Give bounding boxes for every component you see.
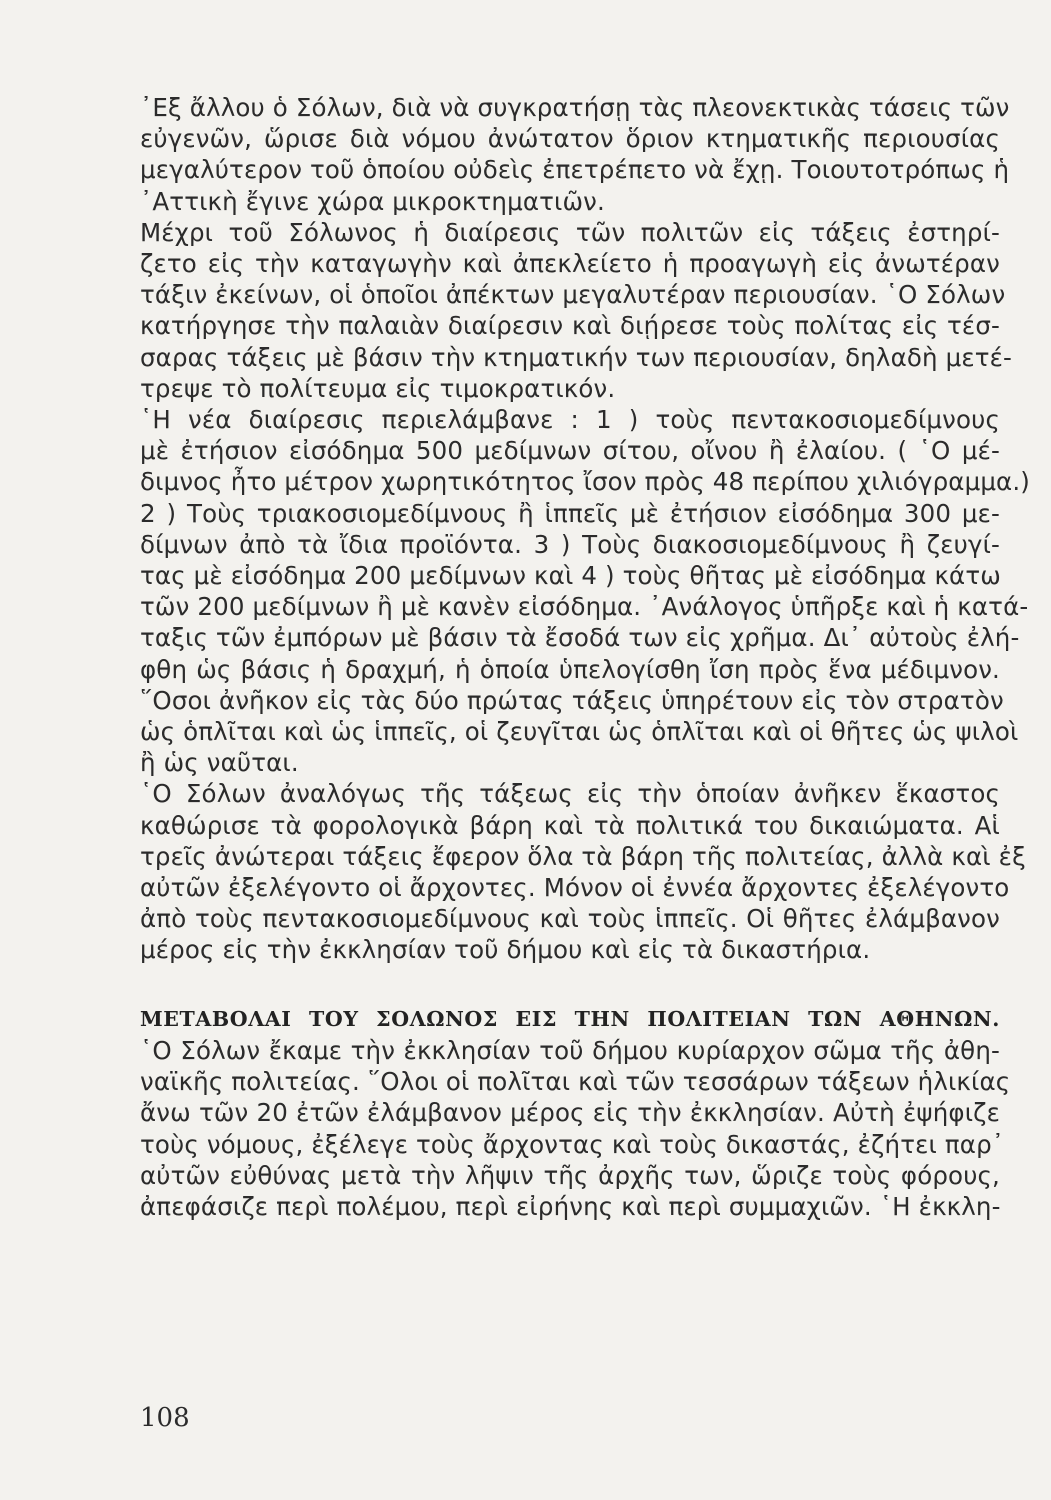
text-line: ῾Ο Σόλων ἀναλόγως τῆς τάξεως εἰς τὴν ὁποίαν ἀνῆκεν ἕκαστος	[140, 779, 1000, 809]
text-line: ᾿Αττικὴ ἔγινε χώρα μικροκτηματιῶν.	[140, 186, 605, 216]
text-line: τας μὲ εἰσόδημα 200 μεδίμνων καὶ 4 ) τοὺς θῆτας μὲ εἰσόδημα κάτω	[140, 561, 1001, 591]
text-line: ταξις τῶν ἐμπόρων μὲ βάσιν τὰ ἔσοδά των εἰς χρῆμα. Δι᾿ αὐτοὺς ἐλή-	[140, 623, 1020, 653]
text-line: 2 ) Τοὺς τριακοσιομεδίμνους ἢ ἱππεῖς μὲ ἐτήσιον εἰσόδημα 300 με-	[140, 498, 1000, 528]
text-line: μὲ ἐτήσιον εἰσόδημα 500 μεδίμνων σίτου, οἴνου ἢ ἐλαίου. ( ῾Ο μέ-	[140, 436, 1000, 466]
text-line: τῶν 200 μεδίμνων ἢ μὲ κανὲν εἰσόδημα. ᾿Ανάλογος ὑπῆρξε καὶ ἡ κατά-	[140, 592, 1029, 622]
text-line: ὡς ὁπλῖται καὶ ὡς ἱππεῖς, οἱ ζευγῖται ὡς ὁπλῖται καὶ οἱ θῆτες ὡς ψιλοὶ	[140, 717, 1019, 747]
text-line: ᾿Εξ ἄλλου ὁ Σόλων, διὰ νὰ συγκρατήσῃ τὰς πλεονεκτικὰς τάσεις τῶν	[140, 93, 1010, 122]
text-line: διμνος ἦτο μέτρον χωρητικότητος ἴσον πρὸς 48 περίπου χιλιόγραμμα.)	[140, 467, 1030, 497]
text-line: ῾Ο Σόλων ἔκαμε τὴν ἐκκλησίαν τοῦ δήμου κυρίαρχον σῶμα τῆς ἀθη-	[140, 1035, 1000, 1065]
section-gap	[140, 966, 1000, 1004]
paragraph	[140, 1035, 1011, 1222]
text-line: μεγαλύτερον τοῦ ὁποίου οὐδεὶς ἐπετρέπετο νὰ ἔχῃ. Τοιουτοτρόπως ἡ	[140, 155, 1010, 185]
text-line: ῞Οσοι ἀνῆκον εἰς τὰς δύο πρώτας τάξεις ὑπηρέτουν εἰς τὸν στρατὸν	[140, 685, 1004, 715]
paragraph	[140, 404, 1030, 778]
text-line: τάξιν ἐκείνων, οἱ ὁποῖοι ἀπέκτων μεγαλυτέραν περιουσίαν. ῾Ο Σόλων	[140, 280, 1006, 310]
paragraph	[140, 778, 1026, 965]
text-line: εὐγενῶν, ὥρισε διὰ νόμου ἀνώτατον ὅριον κτηματικῆς περιουσίας	[140, 124, 1000, 154]
text-line: ἢ ὡς ναῦται.	[140, 748, 299, 778]
paragraph	[140, 217, 1013, 404]
text-line: φθη ὡς βάσις ἡ δραχμή, ἡ ὁποία ὑπελογίσθη ἴση πρὸς ἕνα μέδιμνον.	[140, 654, 1000, 684]
text-line: τοὺς νόμους, ἐξέλεγε τοὺς ἄρχοντας καὶ τοὺς δικαστάς, ἐζήτει παρ᾿	[140, 1129, 1005, 1159]
text-line: τρεῖς ἀνώτεραι τάξεις ἔφερον ὅλα τὰ βάρη τῆς πολιτείας, ἀλλὰ καὶ ἐξ	[140, 841, 1026, 871]
text-line: δίμνων ἀπὸ τὰ ἴδια προϊόντα. 3 ) Τοὺς διακοσιομεδίμνους ἢ ζευγί-	[140, 529, 1000, 559]
paragraph	[140, 92, 1010, 217]
page-body	[140, 92, 1030, 1222]
text-line: ἀπεφάσιζε περὶ πολέμου, περὶ εἰρήνης καὶ περὶ συμμαχιῶν. ῾Η ἐκκλη-	[140, 1191, 1001, 1221]
text-line: αὐτῶν ἐξελέγοντο οἱ ἄρχοντες. Μόνον οἱ ἐννέα ἄρχοντες ἐξελέγοντο	[140, 873, 1010, 903]
text-line: Μέχρι τοῦ Σόλωνος ἡ διαίρεσις τῶν πολιτῶν εἰς τάξεις ἐστηρί-	[140, 217, 1000, 247]
page-number: 108	[140, 1403, 190, 1433]
text-line: ῾Η νέα διαίρεσις περιελάμβανε : 1 ) τοὺς πεντακοσιομεδίμνους	[140, 405, 1000, 435]
text-line: ἄνω τῶν 20 ἐτῶν ἐλάμβανον μέρος εἰς τὴν ἐκκλησίαν. Αὐτὴ ἐψήφιζε	[140, 1098, 1000, 1128]
text-line: καθώρισε τὰ φορολογικὰ βάρη καὶ τὰ πολιτικά του δικαιώματα. Αἱ	[140, 810, 1000, 840]
text-line: ναϊκῆς πολιτείας. ῞Ολοι οἱ πολῖται καὶ τῶν τεσσάρων τάξεων ἡλικίας	[140, 1067, 1011, 1097]
text-line: αὐτῶν εὐθύνας μετὰ τὴν λῆψιν τῆς ἀρχῆς των, ὥριζε τοὺς φόρους,	[140, 1160, 1000, 1190]
text-line: μέρος εἰς τὴν ἐκκλησίαν τοῦ δήμου καὶ εἰς τὰ δικαστήρια.	[140, 935, 871, 965]
text-line: κατήργησε τὴν παλαιὰν διαίρεσιν καὶ διῄρεσε τοὺς πολίτας εἰς τέσ-	[140, 311, 1000, 341]
text-line: σαρας τάξεις μὲ βάσιν τὴν κτηματικήν των περιουσίαν, δηλαδὴ μετέ-	[140, 342, 1013, 372]
text-line: τρεψε τὸ πολίτευμα εἰς τιμοκρατικόν.	[140, 373, 616, 403]
text-line: ζετο εἰς τὴν καταγωγὴν καὶ ἀπεκλείετο ἡ προαγωγὴ εἰς ἀνωτέραν	[140, 249, 1000, 279]
text-line: ἀπὸ τοὺς πεντακοσιομεδίμνους καὶ τοὺς ἱππεῖς. Οἱ θῆτες ἐλάμβανον	[140, 904, 1000, 934]
section-heading: ΜΕΤΑΒΟΛΑΙ ΤΟΥ ΣΟΛΩΝΟΣ ΕΙΣ ΤΗΝ ΠΟΛΙΤΕΙΑΝ ΤΩΝ ΑΘΗΝΩΝ.	[140, 1006, 1000, 1031]
